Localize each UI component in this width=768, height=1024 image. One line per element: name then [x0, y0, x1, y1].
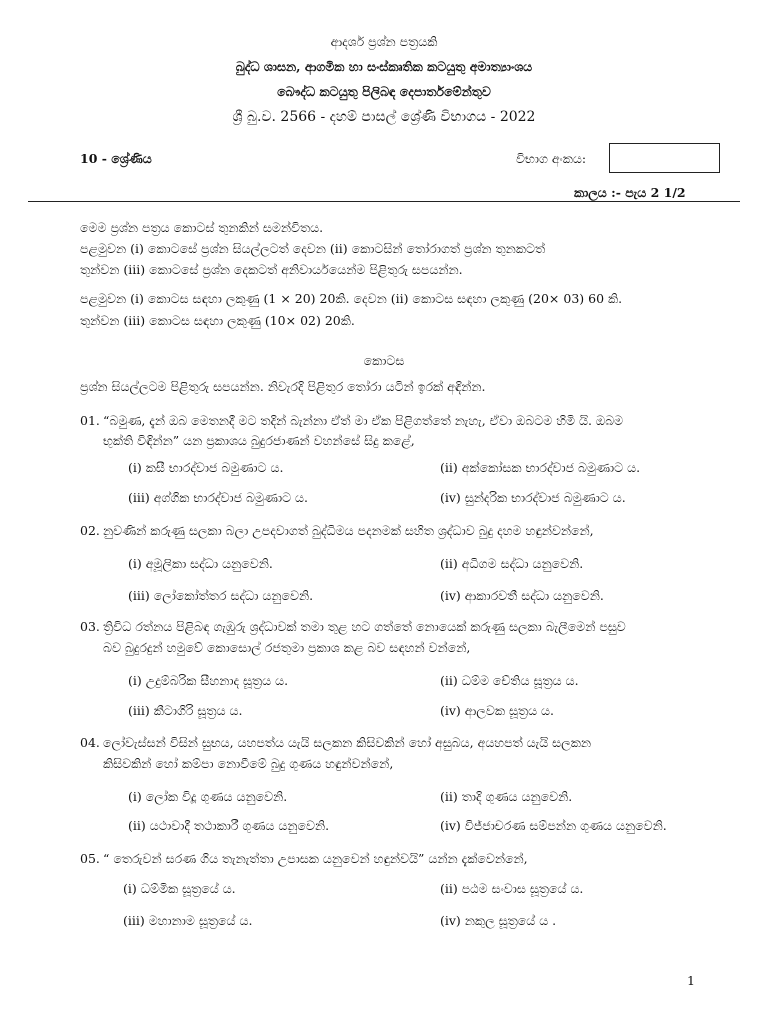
question-3-option-2[interactable]: (ii) ධම්ම චේතිය සූත්‍රය ය. [440, 673, 579, 688]
header-department: බෞද්ධ කටයුතු පිලිබඳ දෙපාර්තමේන්තුව [277, 84, 491, 99]
question-1-option-2[interactable]: (ii) අක්කෝසක භාරද්වාජ බමුණාට ය. [440, 460, 641, 475]
question-3-number: 03. [80, 619, 100, 634]
question-4-option-1[interactable]: (i) ලෝක විදූ ගුණය යනුවෙනි. [128, 789, 288, 804]
page-number: 1 [687, 973, 695, 988]
instruction-line-1: මෙම ප්‍රශ්න පත්‍රය කොටස් තුනකින් සමන්විතය. [80, 220, 324, 235]
question-4-option-3[interactable]: (ii) යථාවාදී තථාකාරී ගුණය යනුවෙනි. [128, 818, 330, 833]
question-4-option-4[interactable]: (iv) විජ්ජාචරණ සම්පන්න ගුණය යනුවෙනි. [440, 818, 667, 833]
marks-line-1: පළමුවන (i) කොටස සඳහා ලකුණු (1 × 20) 20කි. දෙවන (ii) කොටස සඳහා ලකුණු (20× 03) 60 කි. [80, 291, 623, 306]
question-5-number: 05. [80, 851, 100, 866]
question-4-number: 04. [80, 735, 100, 750]
question-2-option-1[interactable]: (i) අමූලිකා සද්ධා යනුවෙනි. [128, 556, 273, 571]
question-3-option-4[interactable]: (iv) ආලවක සූත්‍රය ය. [440, 703, 555, 718]
question-1-text-line2: භුක්ති විඳින්න” යන ප්‍රකාශය බුදුරජාණන් වහන්සේ සිදු කළේ, [103, 433, 415, 448]
question-5-option-1[interactable]: (i) ධම්මික සූත්‍රයේ ය. [123, 881, 236, 896]
question-3-text-line2: බව බුදුරදුන් හමුවේ කොසොල් රජතුමා ප්‍රකාශ කළ බව සඳහන් වන්නේ, [103, 640, 471, 655]
question-5-option-4[interactable]: (iv) නකුල සූත්‍රයේ ය . [440, 913, 557, 928]
question-3-option-1[interactable]: (i) උදුම්බරික සීහනාද සූත්‍රය ය. [128, 673, 289, 688]
question-5-option-2[interactable]: (ii) පඨම සංවාස සූත්‍රයේ ය. [440, 881, 584, 896]
question-1-number: 01. [80, 413, 100, 428]
question-1-option-4[interactable]: (iv) සුන්දරික භාරද්වාජ බමුණාට ය. [440, 490, 626, 505]
question-1-option-3[interactable]: (iii) අග්ගික භාරද්වාජ බමුණාට ය. [128, 490, 309, 505]
section-instruction: ප්‍රශ්න සියල්ලටම පිළිතුරු සපයන්න. නිවැරදි පිළිතුර තෝරා යටින් ඉරක් අඳින්න. [80, 379, 486, 394]
header-divider [28, 201, 740, 202]
question-2-text-line1: නුවණින් කරුණු සලකා බලා උපදවාගත් බුද්ධිමය පදනමක් සහිත ශ්‍රද්ධාව බුදු දහම හඳුන්වන්නේ, [103, 523, 594, 538]
question-2-option-2[interactable]: (ii) අධිගම සද්ධා යනුවෙනි. [440, 556, 584, 571]
marks-line-2: තුන්වන (iii) කොටස සඳහා ලකුණු (10× 02) 20කි. [80, 313, 355, 328]
question-3-text-line1: ත්‍රිවිධ රත්නය පිළිබඳ ගැඹුරු ශ්‍රද්ධාවක් තමා තුළ හට ගත්තේ නොයෙක් කරුණු සලකා බැලීමෙන් පසුව [103, 619, 626, 634]
index-number-label: විභාග අංකය: [516, 151, 587, 166]
instruction-line-3: තුන්වන (iii) කොටසේ ප්‍රශ්න දෙකටත් අනිවාර්යයෙන්ම පිළිතුරු සපයන්න. [80, 262, 463, 277]
question-1-option-1[interactable]: (i) කසී භාරද්වාජ බමුණාට ය. [128, 460, 284, 475]
question-4-option-2[interactable]: (ii) තාදි ගුණය යනුවෙනි. [440, 789, 573, 804]
grade-label: 10 - ශ්‍රේණිය [80, 151, 152, 166]
index-number-box[interactable] [609, 143, 720, 173]
question-2-option-3[interactable]: (iii) ලෝකෝත්තර සද්ධා යනුවෙනි. [128, 588, 314, 603]
instruction-line-2: පළමුවන (i) කොටසේ ප්‍රශ්න සියල්ලටත් දෙවන (ii) කොටසින් තෝරාගත් ප්‍රශ්න තුනකටත් [80, 241, 546, 256]
question-5-option-3[interactable]: (iii) මහානාම සූත්‍රයේ ය. [123, 913, 253, 928]
section-title: කොටස [363, 353, 405, 368]
header-exam-title: ශ්‍රී බු.ව. 2566 - දහම් පාසල් ශ්‍රේණි විභාගය - 2022 [232, 109, 536, 125]
header-ministry: බුද්ධ ශාසන, ආගමික හා සංස්කෘතික කටයුතු අමාත්‍යාංශය [235, 59, 533, 74]
question-3-option-3[interactable]: (iii) කීටාගිරි සූත්‍රය ය. [128, 703, 243, 718]
question-2-number: 02. [80, 523, 100, 538]
question-2-option-4[interactable]: (iv) ආකාරවතී සද්ධා යනුවෙනි. [440, 588, 604, 603]
question-5-text-line1: “ තෙරුවන් සරණ ගිය තැනැත්තා උපාසක යනුවෙන් හඳුන්වයි” යන්න දැක්වෙන්නේ, [103, 851, 528, 866]
question-1-text-line1: “බමුණ, දැන් ඔබ මෙතනදී මට තදින් බැන්නා ඒත් මා ඒක පිළිගත්තේ නැහැ, ඒවා ඔබටම හිමි යි. ඔබම [103, 413, 624, 428]
question-4-text-line2: කිසිවකින් හෝ කම්පා නොවීමේ බුදු ගුණය හඳුන්වන්නේ, [103, 756, 394, 771]
header-line1: ආදර්ශ ප්‍රශ්න පත්‍රයකි [330, 34, 438, 49]
time-label: කාලය :- පැය 2 1/2 [574, 185, 686, 200]
question-4-text-line1: ලෝවැස්සන් විසින් සුභය, යහපත්ය යැයි සලකන කිසිවකින් හෝ අසුබය, අයහපත් යැයි සලකන [103, 735, 591, 750]
